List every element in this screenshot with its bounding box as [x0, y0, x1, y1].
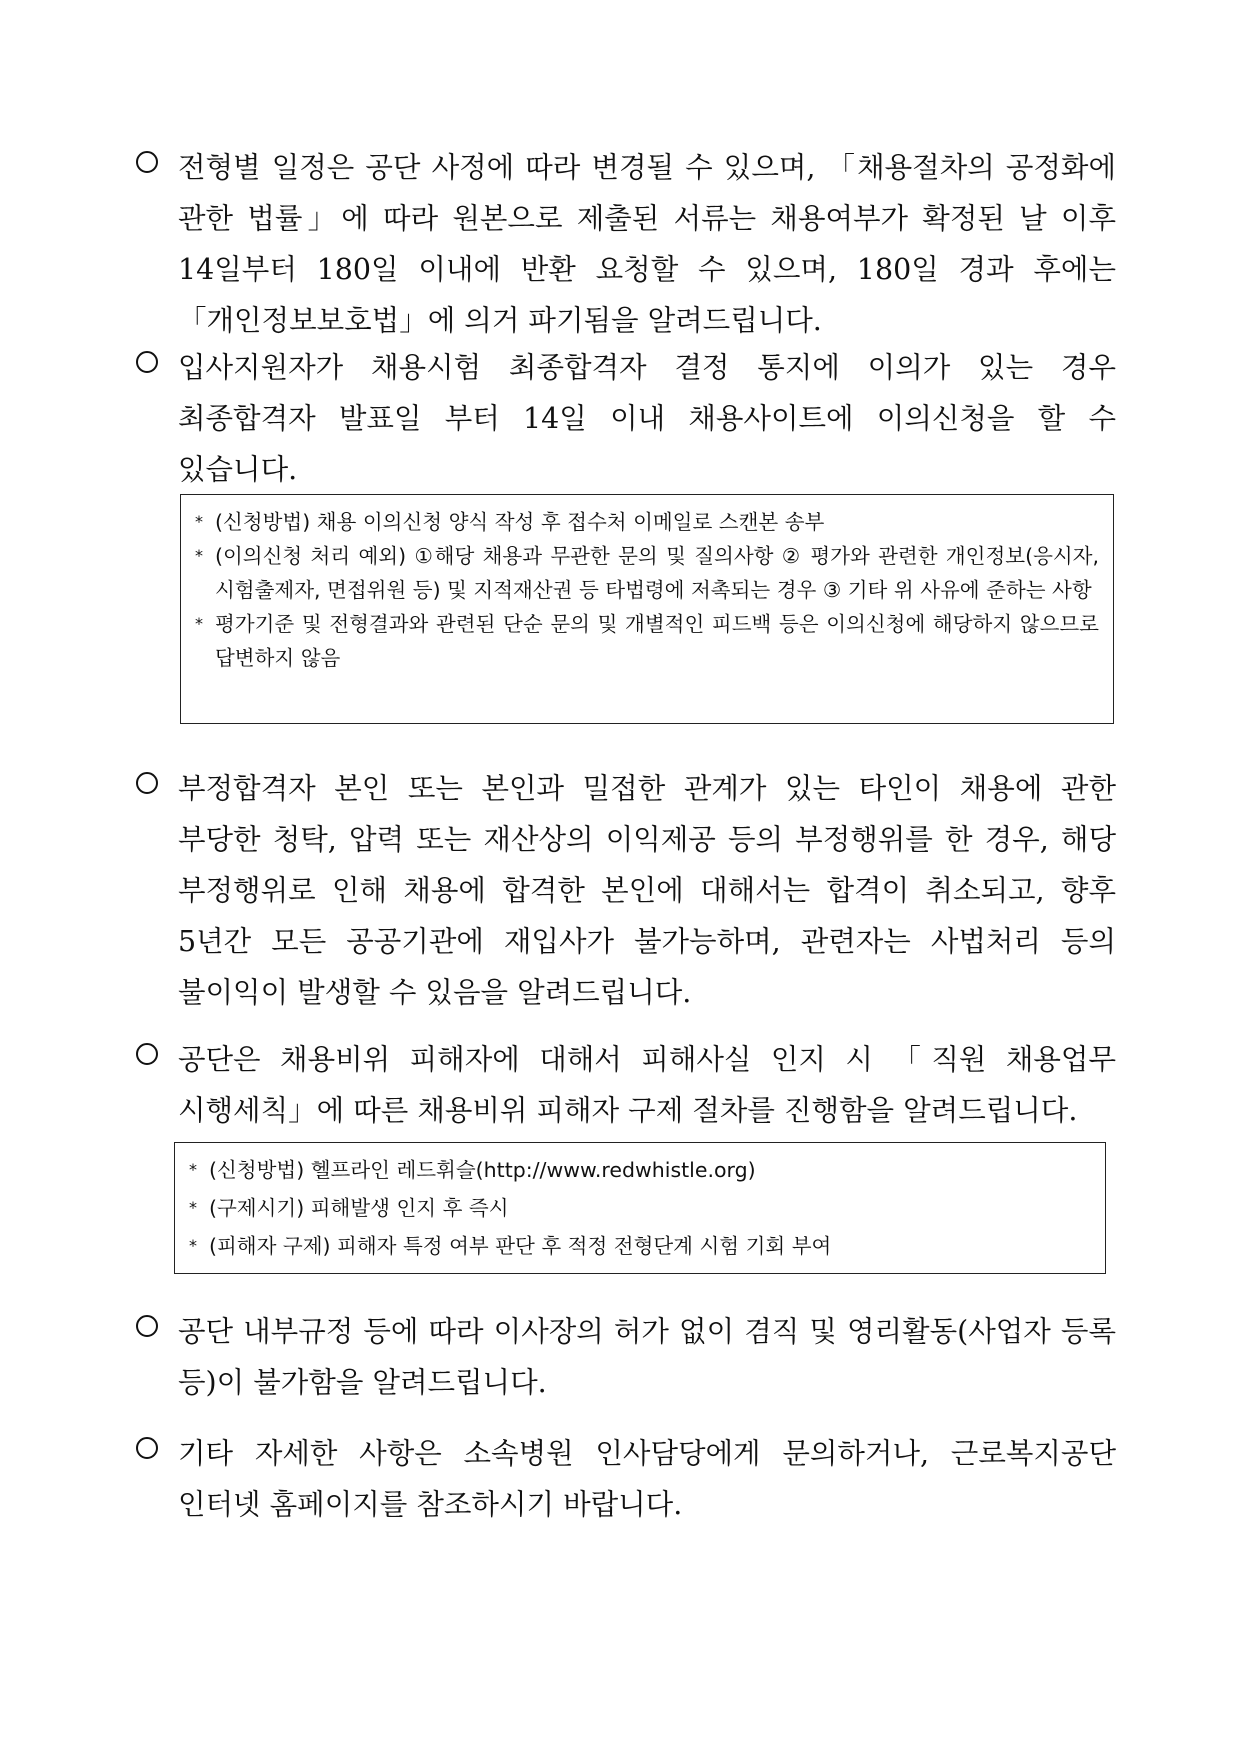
- note-text: (이의신청 처리 예외) ①해당 채용과 무관한 문의 및 질의사항 ② 평가와 관련한 개인정보(응시자, 시험출제자, 면접위원 등) 및 지적재산권 등 타법령에 저촉되는 경우 ③ 기타 위 사유에 준하는 사항: [215, 544, 1099, 602]
- note-item: [189, 1227, 1091, 1265]
- circle-bullet-icon: [136, 1315, 158, 1337]
- note-text: (신청방법) 헬프라인 레드휘슬(http://www.redwhistle.org): [209, 1158, 756, 1182]
- note-text: (피해자 구제) 피해자 특정 여부 판단 후 적정 전형단계 시험 기회 부여: [209, 1234, 832, 1258]
- note-item: [189, 1189, 1091, 1227]
- notice-text: 공단은 채용비위 피해자에 대해서 피해사실 인지 시 「직원 채용업무 시행세칙」에 따른 채용비위 피해자 구제 절차를 진행함을 알려드립니다.: [178, 1043, 1116, 1127]
- note-item: [195, 505, 1099, 539]
- note-text: (신청방법) 채용 이의신청 양식 작성 후 접수처 이메일로 스캔본 송부: [215, 510, 825, 534]
- circle-bullet-icon: [136, 1043, 158, 1065]
- note-text: 평가기준 및 전형결과와 관련된 단순 문의 및 개별적인 피드백 등은 이의신청에 해당하지 않으므로 답변하지 않음: [215, 612, 1099, 670]
- objection-notes-box: [180, 494, 1114, 724]
- note-item: [189, 1151, 1091, 1189]
- note-item: [195, 607, 1099, 675]
- notice-text: 부정합격자 본인 또는 본인과 밀접한 관계가 있는 타인이 채용에 관한 부당한 청탁, 압력 또는 재산상의 이익제공 등의 부정행위를 한 경우, 해당 부정행위로 인해 채용에 합격한 본인에 대해서는 합격이 취소되고, 향후 5년간 모든 공공기관에 재입사가 불가능하며, 관련자는 사법처리 등의 불이익이 발생할 수 있음을 알려드립니다.: [178, 772, 1116, 1009]
- notice-item-inquiry: [136, 1428, 1116, 1530]
- asterisk-marker: *: [195, 546, 203, 565]
- notice-text: 기타 자세한 사항은 소속병원 인사담당에게 문의하거나, 근로복지공단 인터넷 홈페이지를 참조하시기 바랍니다.: [178, 1437, 1116, 1521]
- note-item: [195, 539, 1099, 607]
- notice-text: 입사지원자가 채용시험 최종합격자 결정 통지에 이의가 있는 경우 최종합격자 발표일 부터 14일 이내 채용사이트에 이의신청을 할 수 있습니다.: [178, 351, 1116, 486]
- notice-text: 전형별 일정은 공단 사정에 따라 변경될 수 있으며, 「채용절차의 공정화에 관한 법률」에 따라 원본으로 제출된 서류는 채용여부가 확정된 날 이후 14일부터 180일 이내에 반환 요청할 수 있으며, 180일 경과 후에는 「개인정보보호법」에 의거 파기됨을 알려드립니다.: [178, 151, 1116, 337]
- notice-item-schedule: [136, 142, 1116, 346]
- asterisk-marker: *: [189, 1236, 197, 1255]
- notice-text: 공단 내부규정 등에 따라 이사장의 허가 없이 겸직 및 영리활동(사업자 등록 등)이 불가함을 알려드립니다.: [178, 1315, 1116, 1399]
- notice-item-side-job: [136, 1306, 1116, 1408]
- asterisk-marker: *: [189, 1160, 197, 1179]
- circle-bullet-icon: [136, 151, 158, 173]
- notice-item-fraud: [136, 763, 1116, 1018]
- note-text: (구제시기) 피해발생 인지 후 즉시: [209, 1196, 509, 1220]
- circle-bullet-icon: [136, 1437, 158, 1459]
- asterisk-marker: *: [189, 1198, 197, 1217]
- circle-bullet-icon: [136, 772, 158, 794]
- notice-item-victim-relief: [136, 1034, 1116, 1136]
- asterisk-marker: *: [195, 512, 203, 531]
- circle-bullet-icon: [136, 351, 158, 373]
- relief-notes-box: [174, 1142, 1106, 1274]
- notice-item-objection: [136, 342, 1116, 495]
- asterisk-marker: *: [195, 614, 203, 633]
